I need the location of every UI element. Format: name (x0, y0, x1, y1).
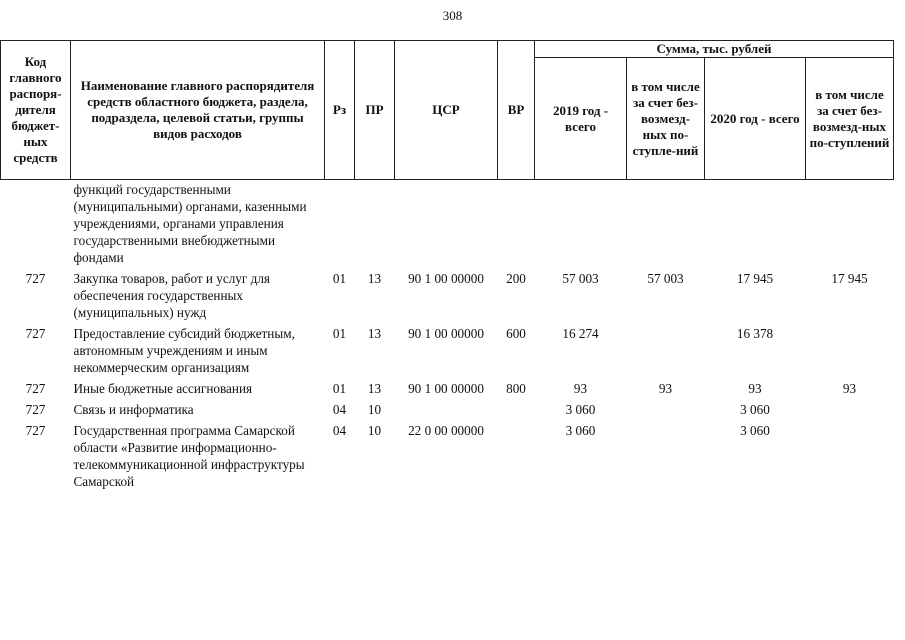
cell-2020-grants (806, 418, 894, 490)
cell-name: Связь и информатика (73, 402, 194, 417)
cell-csr: 22 0 00 00000 (408, 423, 484, 438)
cell-rz: 01 (332, 271, 347, 286)
cell-pr: 13 (367, 381, 382, 396)
cell-2020-total: 17 945 (736, 271, 774, 286)
cell-code (1, 180, 71, 267)
cell-csr (395, 397, 498, 418)
cell-2020-grants (806, 321, 894, 376)
cell-2020-total: 93 (748, 381, 762, 396)
cell-2020-grants (806, 180, 894, 267)
cell-code: 727 (25, 423, 46, 438)
header-vr: ВР (498, 41, 535, 180)
cell-code: 727 (25, 402, 46, 417)
cell-csr: 90 1 00 00000 (408, 381, 484, 396)
cell-2019-grants: 93 (658, 381, 673, 396)
cell-vr: 600 (506, 326, 526, 341)
header-2020-total: 2020 год - всего (705, 58, 806, 180)
cell-pr (355, 180, 395, 267)
cell-code: 727 (25, 271, 46, 286)
cell-rz (325, 180, 355, 267)
cell-pr: 13 (367, 326, 382, 341)
table-header (1, 41, 894, 180)
cell-2019-grants (627, 180, 705, 267)
cell-name: Закупка товаров, работ и услуг для обеспечения государственных (муниципальных) нужд (73, 271, 270, 320)
cell-code: 727 (25, 326, 46, 341)
cell-2019-grants: 57 003 (647, 271, 684, 286)
cell-2019-total: 57 003 (562, 271, 599, 286)
cell-csr: 90 1 00 00000 (408, 271, 484, 286)
table-body (1, 180, 894, 491)
table-row (1, 376, 894, 397)
cell-2020-grants: 17 945 (831, 271, 868, 286)
cell-name: Предоставление субсидий бюджетным, автономным учреждениям и иным некоммерческим организациям (73, 326, 295, 375)
header-2020-grants: в том числе за счет без-возмезд-ных по-ступлений (806, 58, 894, 180)
cell-csr (395, 180, 498, 267)
cell-2019-grants (627, 418, 705, 490)
cell-2020-total: 3 060 (740, 423, 770, 438)
page-number: 308 (442, 8, 463, 23)
cell-2019-total (535, 180, 627, 267)
cell-csr: 90 1 00 00000 (408, 326, 484, 341)
table-row (1, 397, 894, 418)
cell-2019-grants (627, 397, 705, 418)
budget-table (0, 40, 894, 490)
cell-vr (498, 180, 535, 267)
cell-vr (498, 397, 535, 418)
cell-2019-grants (627, 321, 705, 376)
table-row (1, 418, 894, 490)
header-csr: ЦСР (395, 41, 498, 180)
cell-2020-total: 3 060 (740, 402, 770, 417)
cell-pr: 10 (367, 402, 382, 417)
cell-rz: 04 (332, 402, 347, 417)
table-row (1, 321, 894, 376)
cell-2019-total: 93 (573, 381, 588, 396)
cell-2020-grants (806, 397, 894, 418)
header-name: Наименование главного распорядителя средств областного бюджета, раздела, подраздела, целевой статьи, группы видов расходов (71, 41, 325, 180)
header-pr: ПР (355, 41, 395, 180)
cell-2020-total: 16 378 (736, 326, 774, 341)
cell-vr (498, 418, 535, 490)
cell-rz: 01 (332, 381, 347, 396)
table-row (1, 180, 894, 267)
cell-2019-total: 3 060 (565, 402, 596, 417)
header-sum-group: Сумма, тыс. рублей (535, 41, 894, 58)
cell-rz: 01 (332, 326, 347, 341)
cell-2020-grants: 93 (842, 381, 857, 396)
cell-name: Государственная программа Самарской области «Развитие информационно-телекоммуникационной инфраструктуры Самарской (73, 423, 305, 489)
cell-vr: 800 (506, 381, 526, 396)
table-row (1, 266, 894, 321)
cell-2020-total (705, 180, 806, 267)
cell-code: 727 (25, 381, 46, 396)
header-rz: Рз (325, 41, 355, 180)
cell-pr: 13 (367, 271, 382, 286)
cell-pr: 10 (367, 423, 382, 438)
cell-2019-total: 3 060 (565, 423, 596, 438)
cell-vr: 200 (506, 271, 526, 286)
cell-rz: 04 (332, 423, 347, 438)
header-code: Код главного распоря-дителя бюджет-ных средств (1, 41, 71, 180)
header-2019-grants: в том числе за счет без-возмезд-ных по-ступле-ний (627, 58, 705, 180)
cell-name: Иные бюджетные ассигнования (73, 381, 253, 396)
header-2019-total: 2019 год - всего (535, 58, 627, 180)
cell-name: функций государственными (муниципальными) органами, казенными учреждениями, органами управления государственными внебюджетными фондами (73, 182, 307, 265)
cell-2019-total: 16 274 (562, 326, 599, 341)
